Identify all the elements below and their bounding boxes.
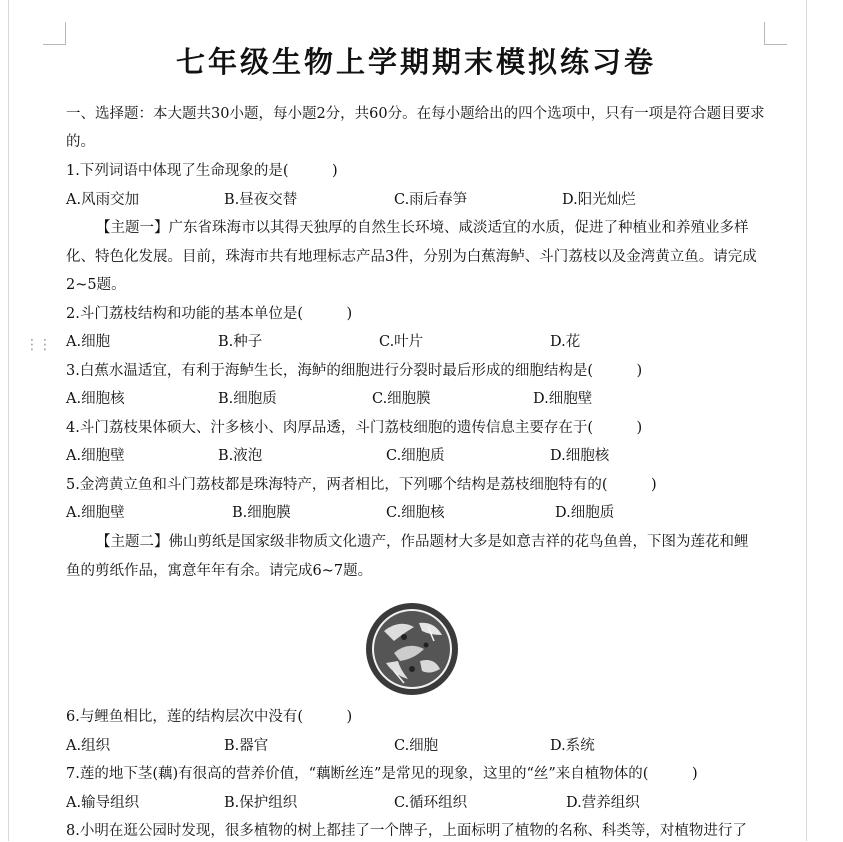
option-a: A.细胞壁 bbox=[66, 505, 125, 521]
topic-two-paragraph: 【主题二】佛山剪纸是国家级非物质文化遗产，作品题材大多是如意吉祥的花鸟鱼兽，下图为莲花和鲤 bbox=[96, 534, 749, 550]
option-c: C.循环组织 bbox=[394, 795, 468, 811]
page-right-edge bbox=[806, 0, 807, 841]
option-c: C.细胞 bbox=[394, 738, 439, 754]
section-instructions-cont: 的。 bbox=[66, 134, 95, 150]
option-d: D.细胞核 bbox=[550, 448, 610, 464]
margin-corner-top-right bbox=[764, 22, 787, 45]
option-a: A.细胞 bbox=[66, 334, 111, 350]
option-b: B.昼夜交替 bbox=[224, 192, 298, 208]
question-stem: 7.莲的地下茎(藕)有很高的营养价值，“藕断丝连”是常见的现象，这里的“丝”来自植物体的( ) bbox=[66, 766, 698, 782]
page-left-edge bbox=[8, 0, 9, 841]
question-stem: 3.白蕉水温适宜，有利于海鲈生长，海鲈的细胞进行分裂时最后形成的细胞结构是( ) bbox=[66, 363, 643, 379]
option-d: D.细胞质 bbox=[555, 505, 615, 521]
option-b: B.器官 bbox=[224, 738, 269, 754]
paper-cut-lotus-carp-image bbox=[364, 601, 460, 697]
option-d: D.营养组织 bbox=[566, 795, 640, 811]
question-stem: 5.金湾黄立鱼和斗门荔枝都是珠海特产，两者相比，下列哪个结构是荔枝细胞特有的( ) bbox=[66, 477, 657, 493]
option-a: A.细胞壁 bbox=[66, 448, 125, 464]
option-c: C.叶片 bbox=[379, 334, 424, 350]
question-stem: 2.斗门荔枝结构和功能的基本单位是( ) bbox=[66, 306, 353, 322]
option-b: B.细胞膜 bbox=[232, 505, 291, 521]
option-a: A.输导组织 bbox=[66, 795, 140, 811]
option-c: C.细胞质 bbox=[386, 448, 445, 464]
option-d: D.细胞壁 bbox=[533, 391, 593, 407]
option-d: D.系统 bbox=[550, 738, 595, 754]
drag-handle-icon[interactable]: ⋮⋮ bbox=[25, 337, 51, 353]
option-b: B.液泡 bbox=[218, 448, 263, 464]
section-instructions: 一、选择题：本大题共30小题，每小题2分，共60分。在每小题给出的四个选项中，只有一项是符合题目要求 bbox=[66, 106, 765, 122]
topic-one-paragraph: 【主题一】广东省珠海市以其得天独厚的自然生长环境、咸淡适宜的水质，促进了种植业和养殖业多样 bbox=[96, 220, 749, 236]
question-stem: 4.斗门荔枝果体硕大、汁多核小、肉厚品透，斗门荔枝细胞的遗传信息主要存在于( ) bbox=[66, 420, 643, 436]
topic-one-paragraph-cont: 化、特色化发展。目前，珠海市共有地理标志产品3件，分别为白蕉海鲈、斗门荔枝以及金湾黄立鱼。请完成 bbox=[66, 249, 757, 265]
option-d: D.花 bbox=[550, 334, 581, 350]
option-c: C.细胞核 bbox=[386, 505, 445, 521]
margin-corner-top-left bbox=[43, 22, 66, 45]
option-d: D.阳光灿烂 bbox=[562, 192, 636, 208]
option-a: A.细胞核 bbox=[66, 391, 125, 407]
option-a: A.风雨交加 bbox=[66, 192, 140, 208]
question-stem: 8.小明在逛公园时发现，很多植物的树上都挂了一个牌子，上面标明了植物的名称、科类等，对植物进行了 bbox=[66, 823, 747, 839]
option-b: B.细胞质 bbox=[218, 391, 277, 407]
page-title: 七年级生物上学期期末模拟练习卷 bbox=[175, 45, 656, 79]
option-b: B.种子 bbox=[218, 334, 263, 350]
option-a: A.组织 bbox=[66, 738, 111, 754]
question-stem: 6.与鲤鱼相比，莲的结构层次中没有( ) bbox=[66, 709, 353, 725]
question-stem: 1.下列词语中体现了生命现象的是( ) bbox=[66, 163, 338, 179]
topic-two-paragraph-cont: 鱼的剪纸作品，寓意年年有余。请完成6~7题。 bbox=[66, 563, 373, 579]
option-c: C.细胞膜 bbox=[372, 391, 431, 407]
option-c: C.雨后春笋 bbox=[394, 192, 468, 208]
option-b: B.保护组织 bbox=[224, 795, 298, 811]
topic-one-paragraph-end: 2~5题。 bbox=[66, 277, 126, 293]
